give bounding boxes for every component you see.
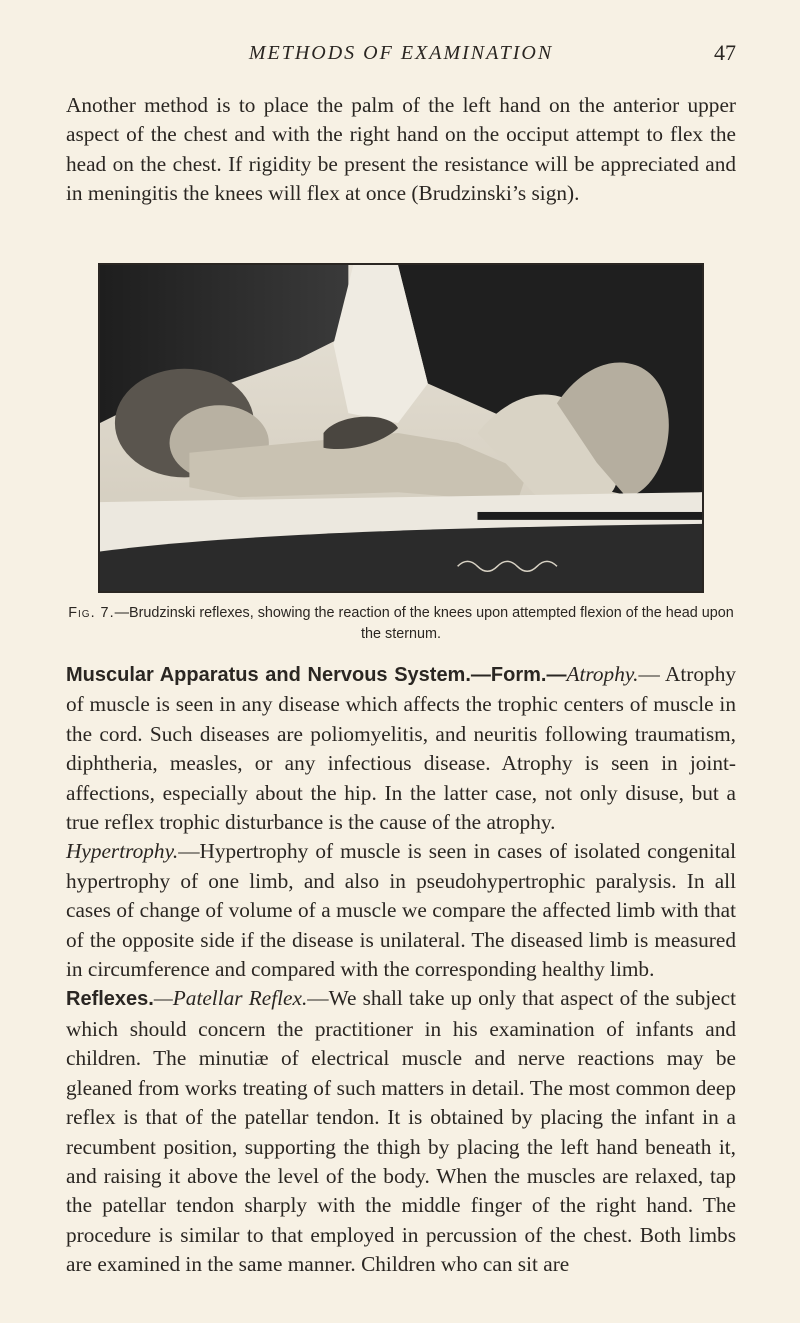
- reflexes-heading: Reflexes.: [66, 988, 154, 1011]
- atrophy-text: — Atrophy of muscle is seen in any disease which affects the trophic centers of muscle in the cord. Such diseases are poliomyelitis, and neuritis following traumatism, diphtheria, measles, or any infectious disease. Atrophy is seen in joint-affections, especially about the hip. In the latter case, not only disuse, but a true reflex trophic disturbance is the cause of the atrophy.: [66, 662, 736, 835]
- page-number: 47: [714, 40, 736, 65]
- figure-photograph: [98, 263, 704, 593]
- section-heading: Muscular Apparatus and Nervous System.: [66, 664, 471, 686]
- paragraph-brudzinski: Another method is to place the palm of the left hand on the anterior upper aspect of the chest and with the right hand on the occiput attempt to flex the head on the chest. If rigidity be present the resistance will be appreciated and in meningitis the knees will flex at once (Brudzinski’s sign).: [66, 93, 736, 206]
- brudzinski-photo-illustration: [100, 265, 702, 591]
- hypertrophy-text: —Hypertrophy of muscle is seen in cases of isolated congenital hypertrophy of one limb, and also in pseudohypertrophic paralysis. In all cases of change of volume of a muscle we compare the affected limb with that of the opposite side if the disease is unilateral. The diseased limb is measured in circumference and compared with the corresponding healthy limb.: [66, 839, 736, 982]
- patellar-term: —Patellar Reflex.: [153, 986, 308, 1011]
- figure-label: Fig. 7.: [68, 605, 115, 621]
- running-title: METHODS OF EXAMINATION: [248, 42, 554, 64]
- figure-caption-text: —Brudzinski reflexes, showing the reaction of the knees upon attempted flexion of the head upon the sternum.: [114, 605, 734, 642]
- atrophy-term: Atrophy.: [566, 662, 639, 686]
- running-header: [66, 38, 736, 72]
- patellar-text: —We shall take up only that aspect of the subject which should concern the practitioner in his examination of infants and children. The minutiæ of electrical muscle and nerve reactions may be gleaned from works treating of such matters in detail. The most common deep reflex is that of the patellar tendon. It is obtained by placing the infant in a recumbent position, supporting the thigh by placing the left hand beneath it, and raising it above the level of the body. When the muscles are relaxed, tap the patellar tendon sharply with the middle finger of the right hand. The procedure is similar to that employed in percussion of the chest. Both limbs are examined in the same manner. Children who can sit are: [66, 986, 736, 1277]
- figure-caption: [66, 603, 736, 645]
- hypertrophy-term: Hypertrophy.: [66, 839, 179, 864]
- section-subheading: —Form.—: [470, 664, 567, 686]
- section-body: [66, 660, 736, 1280]
